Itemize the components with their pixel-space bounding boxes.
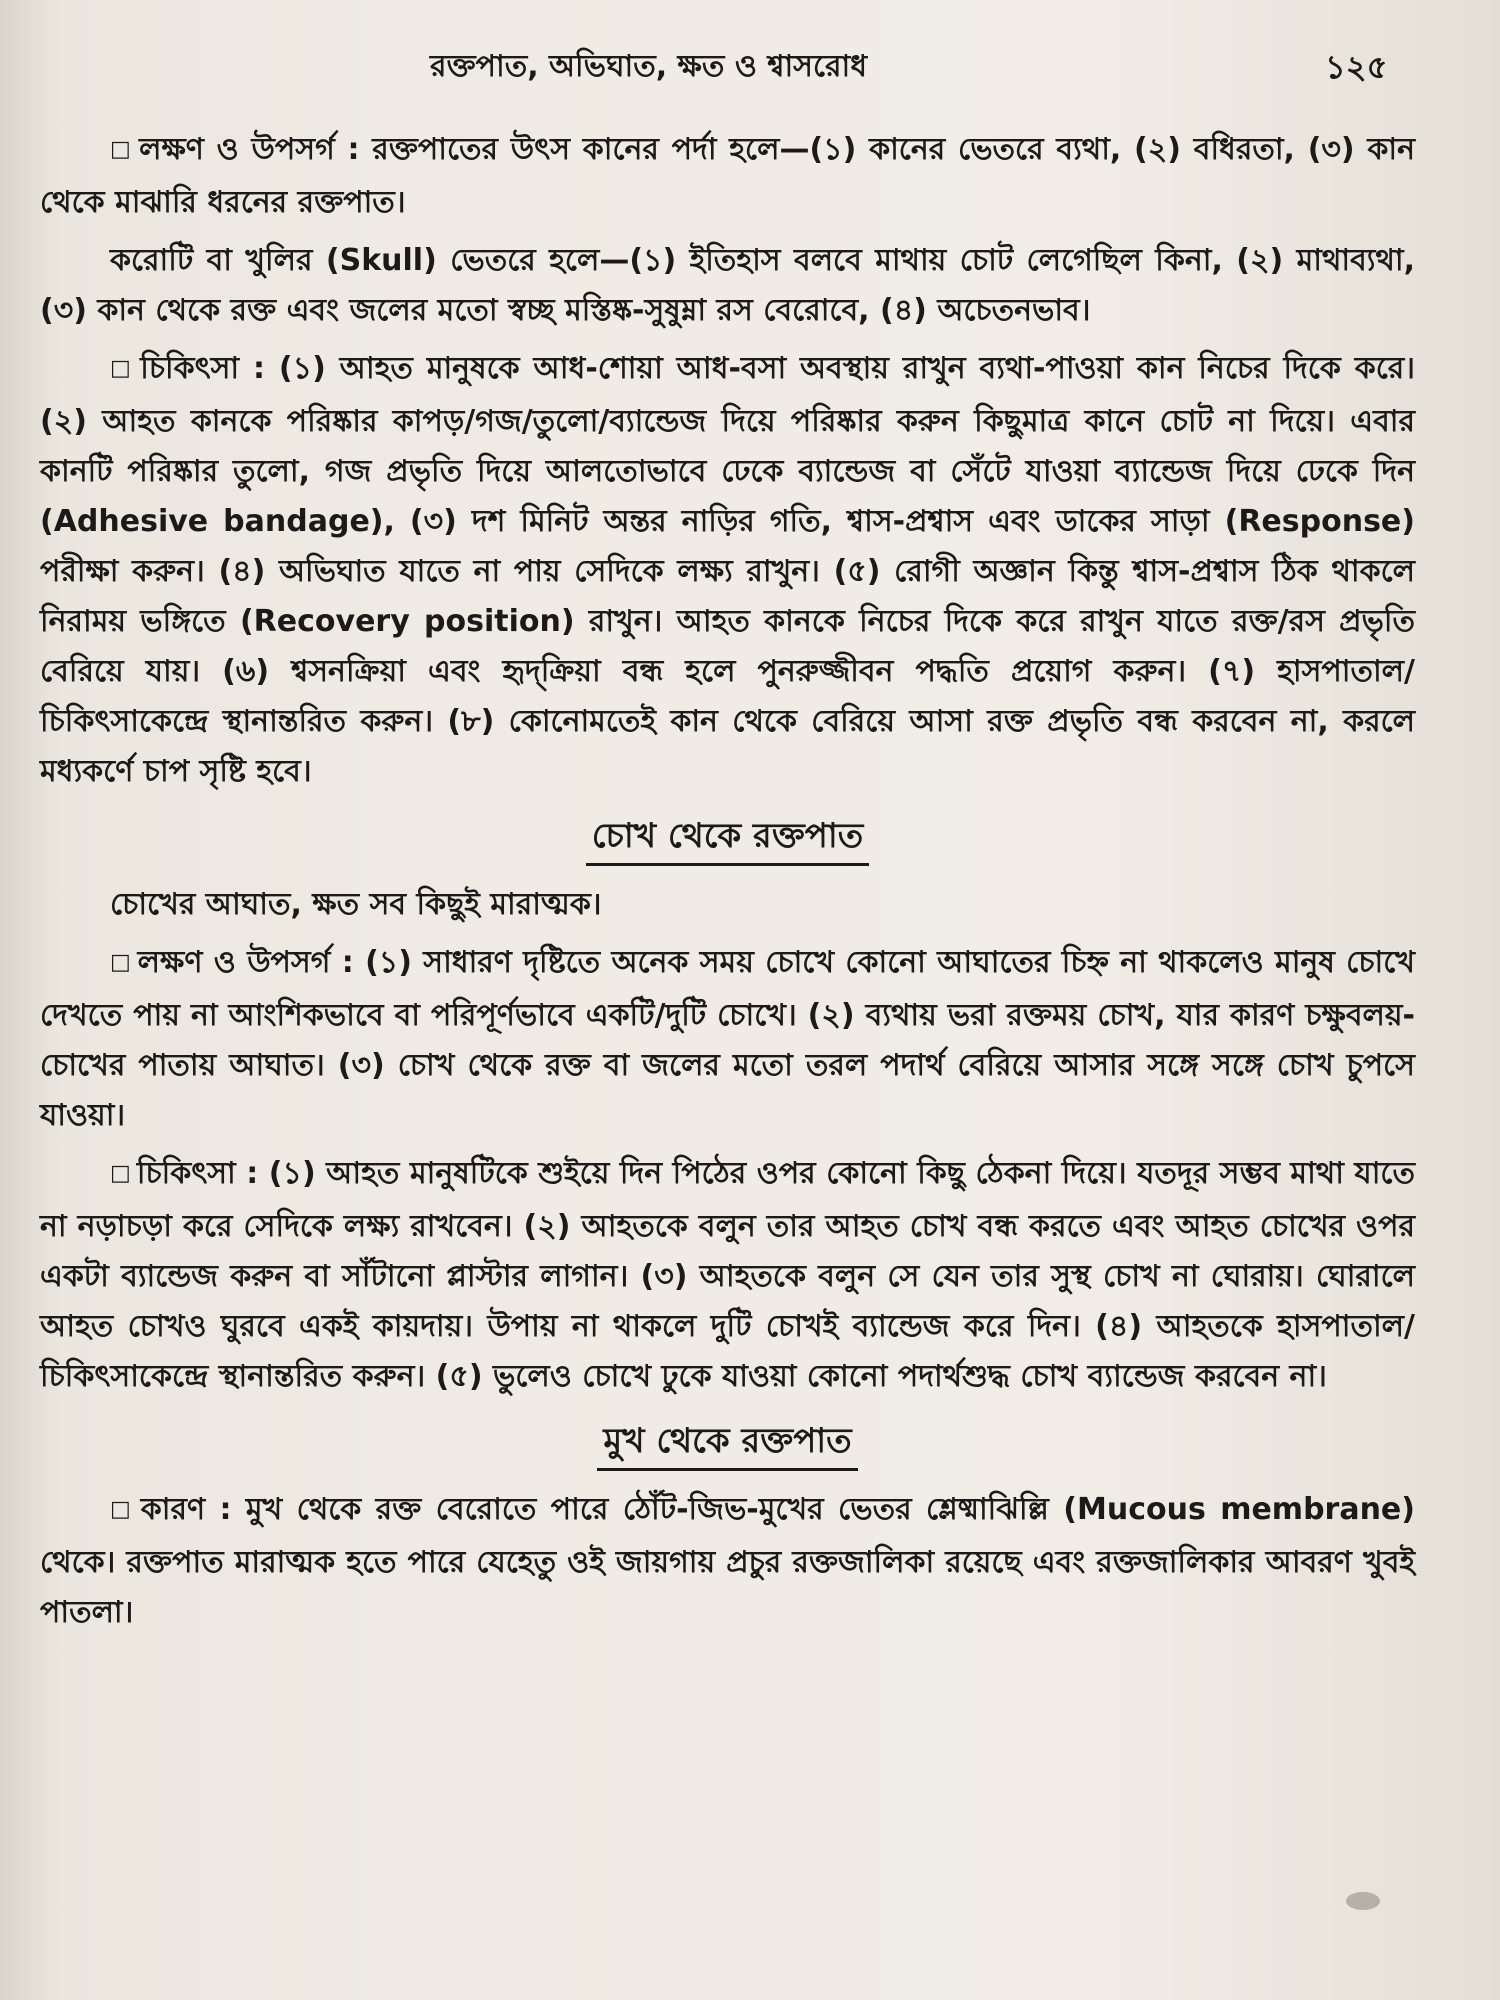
checkbox-bullet-icon: □ — [110, 137, 134, 162]
paragraph-text: (১) আহত মানুষটিকে শুইয়ে দিন পিঠের ওপর কোনো কিছু ঠেকনা দিয়ে। যতদূর সম্ভব মাথা যাতে না নড়াচড়া করে সেদিকে লক্ষ্য রাখবেন। (২) আহতকে বলুন তার আহত চোখ বন্ধ করতে এবং আহত চোখের ওপর একটা ব্যান্ডেজ করুন বা সাঁটানো প্লাস্টার লাগান। (৩) আহতকে বলুন সে যেন তার সুস্থ চোখ না ঘোরায়। ঘোরালে আহত চোখও ঘুরবে একই কায়দায়। উপায় না থাকলে দুটি চোখই ব্যান্ডেজ করে দিন। (৪) আহতকে হাসপাতাল/চিকিৎসাকেন্দ্রে স্থানান্তরিত করুন। (৫) ভুলেও চোখে ঢুকে যাওয়া কোনো পদার্থশুদ্ধ চোখ ব্যান্ডেজ করবেন না। — [40, 1156, 1415, 1394]
ink-smudge — [1346, 1892, 1380, 1910]
section-heading-eye: চোখ থেকে রক্তপাত — [40, 811, 1415, 866]
mouth-cause-paragraph — [40, 1485, 1415, 1638]
page-content — [40, 125, 1415, 1646]
page-number: ১২৫ — [1325, 48, 1388, 86]
eye-intro-paragraph — [40, 880, 1415, 930]
ear-symptoms-paragraph — [40, 125, 1415, 228]
paragraph-text: চোখের আঘাত, ক্ষত সব কিছুই মারাত্মক। — [110, 887, 602, 922]
paragraph-lead: চিকিৎসা : — [136, 1156, 259, 1191]
paragraph-text: করোটি বা খুলির (Skull) ভেতরে হলে—(১) ইতিহাস বলবে মাথায় চোট লেগেছিল কিনা, (২) মাথাব্যথা, (৩) কান থেকে রক্ত এবং জলের মতো স্বচ্ছ মস্তিষ্ক-সুষুম্না রস বেরোবে, (৪) অচেতনভাব। — [40, 243, 1415, 328]
paragraph-lead: লক্ষণ ও উপসর্গ : — [139, 132, 360, 167]
skull-paragraph — [40, 236, 1415, 336]
section-heading-mouth: মুখ থেকে রক্তপাত — [40, 1416, 1415, 1471]
paragraph-text: মুখ থেকে রক্ত বেরোতে পারে ঠোঁট-জিভ-মুখের ভেতর শ্লেষ্মাঝিল্লি (Mucous membrane) থেকে। রক্তপাত মারাত্মক হতে পারে যেহেতু ওই জায়গায় প্রচুর রক্তজালিকা রয়েছে এবং রক্তজালিকার আবরণ খুবই পাতলা। — [40, 1492, 1415, 1630]
eye-treatment-paragraph — [40, 1149, 1415, 1402]
checkbox-bullet-icon: □ — [110, 356, 135, 381]
running-title: রক্তপাত, অভিঘাত, ক্ষত ও শ্বাসরোধ — [430, 49, 868, 84]
paragraph-lead: চিকিৎসা : — [140, 351, 266, 386]
paragraph-lead: কারণ : — [140, 1492, 232, 1527]
paragraph-text: (১) সাধারণ দৃষ্টিতে অনেক সময় চোখে কোনো আঘাতের চিহ্ন না থাকলেও মানুষ চোখে দেখতে পায় না আংশিকভাবে বা পরিপূর্ণভাবে একটি/দুটি চোখে। (২) ব্যথায় ভরা রক্তময় চোখ, যার কারণ চক্ষুবলয়-চোখের পাতায় আঘাত। (৩) চোখ থেকে রক্ত বা জলের মতো তরল পদার্থ বেরিয়ে আসার সঙ্গে সঙ্গে চোখ চুপসে যাওয়া। — [40, 945, 1415, 1133]
paragraph-lead: লক্ষণ ও উপসর্গ : — [137, 945, 354, 980]
ear-treatment-paragraph — [40, 344, 1415, 797]
paragraph-text: (১) আহত মানুষকে আধ-শোয়া আধ-বসা অবস্থায় রাখুন ব্যথা-পাওয়া কান নিচের দিকে করে। (২) আহত কানকে পরিষ্কার কাপড়/গজ/তুলো/ব্যান্ডেজ দিয়ে পরিষ্কার করুন কিছুমাত্র কানে চোট না দিয়ে। এবার কানটি পরিষ্কার তুলো, গজ প্রভৃতি দিয়ে আলতোভাবে ঢেকে ব্যান্ডেজ বা সেঁটে যাওয়া ব্যান্ডেজ দিয়ে ঢেকে দিন (Adhesive bandage), (৩) দশ মিনিট অন্তর নাড়ির গতি, শ্বাস-প্রশ্বাস এবং ডাকের সাড়া (Response) পরীক্ষা করুন। (৪) অভিঘাত যাতে না পায় সেদিকে লক্ষ্য রাখুন। (৫) রোগী অজ্ঞান কিন্তু শ্বাস-প্রশ্বাস ঠিক থাকলে নিরাময় ভঙ্গিতে (Recovery position) রাখুন। আহত কানকে নিচের দিকে করে রাখুন যাতে রক্ত/রস প্রভৃতি বেরিয়ে যায়। (৬) শ্বসনক্রিয়া এবং হৃদ্‌ক্রিয়া বন্ধ হলে পুনরুজ্জীবন পদ্ধতি প্রয়োগ করুন। (৭) হাসপাতাল/চিকিৎসাকেন্দ্রে স্থানান্তরিত করুন। (৮) কোনোমতেই কান থেকে বেরিয়ে আসা রক্ত প্রভৃতি বন্ধ করবেন না, করলে মধ্যকর্ণে চাপ সৃষ্টি হবে। — [40, 351, 1416, 789]
page-header — [0, 42, 1500, 92]
eye-symptoms-paragraph — [40, 938, 1415, 1141]
checkbox-bullet-icon: □ — [110, 1497, 135, 1522]
checkbox-bullet-icon: □ — [110, 1161, 131, 1186]
checkbox-bullet-icon: □ — [110, 950, 132, 975]
paragraph-text: রক্তপাতের উৎস কানের পর্দা হলে—(১) কানের ভেতরে ব্যথা, (২) বধিরতা, (৩) কান থেকে মাঝারি ধরনের রক্তপাত। — [40, 132, 1415, 220]
